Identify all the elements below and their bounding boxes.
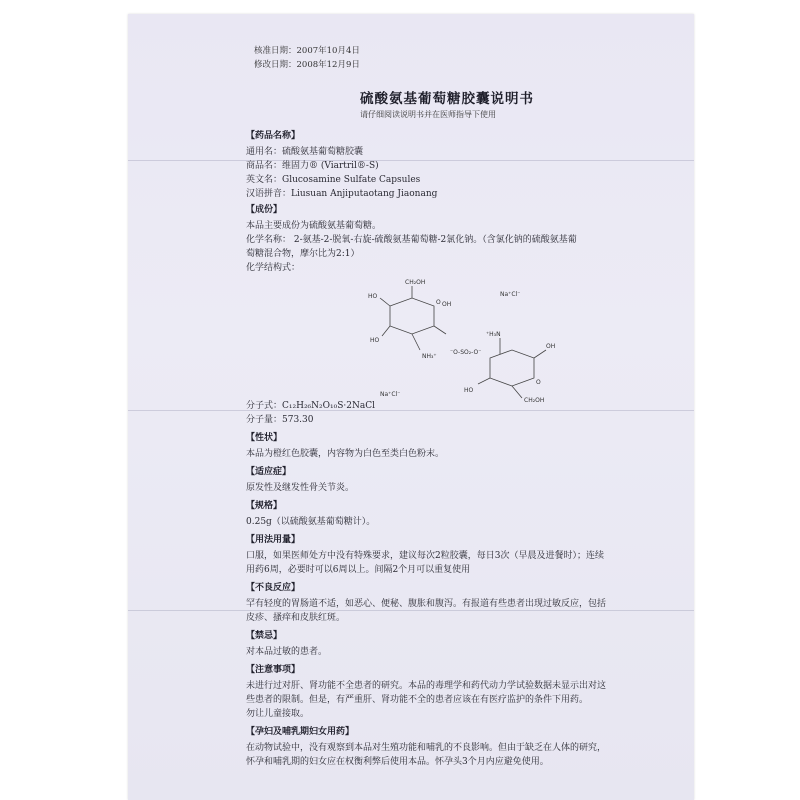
specification-text: 0.25g（以硫酸氨基葡萄糖计）。 (246, 517, 376, 527)
ring-oxygen-label: O (436, 299, 441, 306)
revision-date: 修改日期：2008年12月9日 (254, 60, 360, 70)
section-heading-precautions: 【注意事项】 (246, 665, 301, 675)
nh3-label: NH₃⁺ (422, 353, 437, 360)
precautions-line: 未进行过对肝、肾功能不全患者的研究。本品的毒理学和药代动力学试验数据未显示出对这 (246, 681, 607, 691)
description-text: 本品为橙红色胶囊，内容物为白色至类白色粉末。 (246, 449, 445, 459)
oh-label: OH (546, 343, 556, 350)
section-heading-dosage: 【用法用量】 (246, 535, 301, 545)
structure-label: 化学结构式： (246, 263, 301, 273)
nacl-label: Na⁺Cl⁻ (500, 291, 521, 298)
h3n-label: ⁺H₃N (486, 331, 501, 338)
trade-name: 商品名：维固力® (Viartril®-S) (246, 161, 379, 171)
ring-oxygen-label: O (536, 379, 541, 386)
contraindications-text: 对本品过敏的患者。 (246, 647, 328, 657)
section-heading-composition: 【成份】 (246, 205, 283, 215)
section-heading-adverse: 【不良反应】 (246, 583, 301, 593)
bond (478, 378, 490, 384)
section-heading-indications: 【适应症】 (246, 467, 292, 477)
oh-label: OH (442, 301, 452, 308)
ho-label: HO (368, 293, 378, 300)
adverse-line: 罕有轻度的胃肠道不适，如恶心、便秘、腹胀和腹泻。有报道有些患者出现过敏反应，包括 (246, 599, 607, 609)
sugar-ring (390, 298, 434, 334)
pinyin-name: 汉语拼音：Liusuan Anjiputaotang Jiaonang (246, 189, 438, 199)
section-heading-drug-name: 【药品名称】 (246, 131, 301, 141)
ho-label: HO (464, 387, 474, 394)
precautions-line: 些患者的限制。但是，有严重肝、肾功能不全的患者应该在有医疗监护的条件下用药。 (246, 695, 589, 705)
fold-line (128, 160, 694, 161)
sulfate-label: ⁻O-SO₂-O⁻ (450, 349, 482, 356)
dosage-line: 口服，如果医师处方中没有特殊要求，建议每次2粒胶囊，每日3次（早晨及进餐时）；连续 (246, 551, 604, 561)
molecular-formula: 分子式：C₁₂H₂₆N₂O₁₀S·2NaCl (246, 401, 376, 411)
english-name: 英文名：Glucosamine Sulfate Capsules (246, 175, 421, 185)
bond (382, 326, 390, 336)
bond (512, 386, 522, 398)
fold-line (128, 410, 694, 411)
indications-text: 原发性及继发性骨关节炎。 (246, 483, 355, 493)
section-heading-description: 【性状】 (246, 433, 283, 443)
section-heading-pregnancy: 【孕妇及哺乳期妇女用药】 (246, 727, 355, 737)
chemical-structure-diagram (350, 276, 590, 406)
composition-line: 本品主要成份为硫酸氨基葡萄糖。 (246, 221, 382, 231)
precautions-line: 勿让儿童接取。 (246, 709, 310, 719)
ho-label: HO (370, 337, 380, 344)
generic-name: 通用名：硫酸氨基葡萄糖胶囊 (246, 147, 364, 157)
document-subtitle: 请仔细阅读说明书并在医师指导下使用 (360, 110, 496, 119)
chemical-name-line: 萄糖混合物，摩尔比为2:1） (246, 249, 360, 259)
section-heading-specification: 【规格】 (246, 501, 283, 511)
approval-date: 核准日期：2007年10月4日 (254, 46, 360, 56)
bond (434, 326, 446, 334)
leaflet-paper (128, 14, 694, 800)
ch2oh-label: CH₂OH (405, 279, 426, 286)
dosage-line: 用药6周，必要时可以6周以上。间隔2个月可以重复使用 (246, 565, 471, 575)
document-title: 硫酸氨基葡萄糖胶囊说明书 (360, 91, 534, 107)
pregnancy-line: 在动物试验中，没有观察到本品对生殖功能和哺乳的不良影响。但由于缺乏在人体的研究， (246, 743, 607, 753)
adverse-line: 皮疹、搔痒和皮肤红斑。 (246, 613, 346, 623)
chemical-name-line: 化学名称： 2-氨基-2-脱氧-右旋-硫酸氨基葡萄糖-2氯化钠。（含氯化钠的硫酸氨基葡 (246, 235, 577, 245)
bond (534, 350, 546, 358)
nacl-label: Na⁺Cl⁻ (380, 391, 401, 398)
bond (380, 298, 390, 306)
ch2oh-label: CH₂OH (524, 397, 545, 404)
molecular-weight: 分子量：573.30 (246, 415, 314, 425)
section-heading-contraindications: 【禁忌】 (246, 631, 283, 641)
pregnancy-line: 怀孕和哺乳期的妇女应在权衡利弊后使用本品。怀孕头3个月内应避免使用。 (246, 757, 549, 767)
bond (412, 334, 420, 350)
fold-line (128, 610, 694, 611)
sugar-ring (490, 350, 534, 386)
